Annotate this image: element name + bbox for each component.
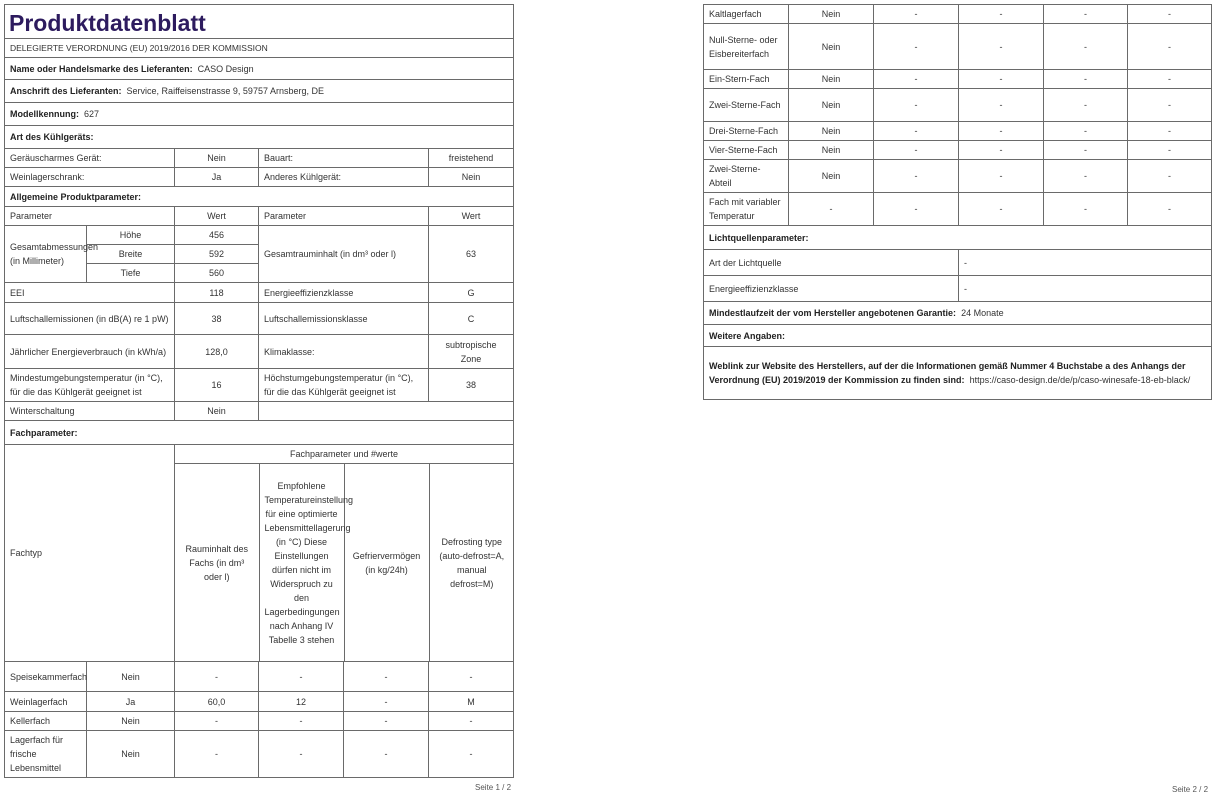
fach-defrost: - bbox=[1128, 5, 1212, 24]
fach-defrost: M bbox=[429, 692, 514, 712]
fach-defrost: - bbox=[429, 712, 514, 731]
eei-value: 118 bbox=[175, 283, 259, 303]
fach-volume: - bbox=[874, 193, 959, 226]
max-temp-label: Höchstumgebungstemperatur (in °C), für die das Kühlgerät geeignet ist bbox=[259, 369, 429, 402]
fach-row bbox=[704, 141, 1212, 160]
fach-temp: - bbox=[259, 731, 344, 778]
col-freeze-header: Gefriervermögen (in kg/24h) bbox=[344, 464, 429, 661]
fach-present: Nein bbox=[87, 662, 175, 692]
page-1-footer: Seite 1 / 2 bbox=[475, 783, 512, 792]
fach-volume: - bbox=[175, 731, 259, 778]
weblink-label: Weblink zur Website des Herstellers, auf der die Informationen gemäß Nummer 4 Buchstabe a des Anhangs der Verordnung (EU) 2019/2019 der Kommission zu finden sind: bbox=[709, 361, 1186, 385]
fach-present: Ja bbox=[87, 692, 175, 712]
fach-defrost: - bbox=[1128, 160, 1212, 193]
fach-temp: - bbox=[959, 89, 1044, 122]
param-col-header: Parameter bbox=[5, 207, 175, 226]
fach-freeze: - bbox=[344, 662, 429, 692]
fach-rows-table-2 bbox=[703, 4, 1212, 226]
fach-freeze: - bbox=[1044, 160, 1128, 193]
fach-defrost: - bbox=[429, 731, 514, 778]
fach-volume: - bbox=[874, 89, 959, 122]
fach-heading: Fachparameter: bbox=[5, 421, 514, 445]
light-class-label: Energieeffizienzklasse bbox=[704, 276, 959, 302]
fach-present: Nein bbox=[789, 122, 874, 141]
col-temp-header: Empfohlene Temperatureinstellung für eine optimierte Lebensmittellagerung (in °C) Diese Einstellungen dürfen nicht im Widerspruch zu den Lagerbedingungen nach Anhang IV Tabelle 3 stehen bbox=[259, 464, 344, 661]
fach-present: Nein bbox=[789, 70, 874, 89]
other-device-label: Anderes Kühlgerät: bbox=[259, 168, 429, 187]
max-temp-value: 38 bbox=[429, 369, 514, 402]
fach-freeze: - bbox=[1044, 122, 1128, 141]
fach-name: Kaltlagerfach bbox=[704, 5, 789, 24]
datasheet-page-1 bbox=[4, 4, 513, 778]
climate-label: Klimaklasse: bbox=[259, 335, 429, 369]
energy-class-value: G bbox=[429, 283, 514, 303]
fach-volume: 60,0 bbox=[175, 692, 259, 712]
general-heading: Allgemeine Produktparameter: bbox=[5, 187, 514, 207]
fach-freeze: - bbox=[1044, 5, 1128, 24]
device-type-heading: Art des Kühlgeräts: bbox=[5, 126, 514, 149]
fach-temp: - bbox=[259, 662, 344, 692]
other-device-value: Nein bbox=[429, 168, 514, 187]
datasheet-page-2 bbox=[703, 4, 1211, 400]
document-title: Produktdatenblatt bbox=[5, 5, 514, 39]
fach-defrost: - bbox=[1128, 122, 1212, 141]
noise-value: 38 bbox=[175, 303, 259, 335]
low-noise-value: Nein bbox=[175, 149, 259, 168]
fach-name: Kellerfach bbox=[5, 712, 87, 731]
fach-temp: - bbox=[959, 141, 1044, 160]
fach-temp: - bbox=[959, 193, 1044, 226]
value-col-header: Wert bbox=[175, 207, 259, 226]
fach-temp: - bbox=[959, 160, 1044, 193]
fach-name: Zwei-Sterne-Abteil bbox=[704, 160, 789, 193]
light-type-label: Art der Lichtquelle bbox=[704, 250, 959, 276]
fach-name: Null-Sterne- oder Eisbereiterfach bbox=[704, 24, 789, 70]
fach-row bbox=[5, 712, 514, 731]
fach-row bbox=[704, 70, 1212, 89]
fach-freeze: - bbox=[1044, 141, 1128, 160]
fach-present: Nein bbox=[789, 89, 874, 122]
fach-present: Nein bbox=[789, 24, 874, 70]
fach-present: Nein bbox=[87, 712, 175, 731]
dims-label: Gesamtabmessungen (in Millimeter) bbox=[5, 226, 87, 283]
weblink-value[interactable]: https://caso-design.de/de/p/caso-winesafe-18-eb-black/ bbox=[969, 375, 1191, 385]
volume-label: Gesamtrauminhalt (in dm³ oder l) bbox=[259, 226, 429, 283]
fach-freeze: - bbox=[344, 692, 429, 712]
height-value: 456 bbox=[175, 226, 259, 245]
energy-class-label: Energieeffizienzklasse bbox=[259, 283, 429, 303]
fach-present: Nein bbox=[789, 5, 874, 24]
col-defrost-header: Defrosting type (auto-defrost=A, manual defrost=M) bbox=[429, 464, 514, 661]
light-type-value: - bbox=[959, 250, 1212, 276]
light-and-warranty-table bbox=[703, 225, 1212, 400]
further-info-heading: Weitere Angaben: bbox=[704, 325, 1212, 347]
fach-defrost: - bbox=[1128, 24, 1212, 70]
min-temp-label: Mindestumgebungstemperatur (in °C), für die das Kühlgerät geeignet ist bbox=[5, 369, 175, 402]
warranty-label: Mindestlaufzeit der vom Hersteller angebotenen Garantie: bbox=[709, 308, 957, 318]
fach-freeze: - bbox=[344, 731, 429, 778]
fach-defrost: - bbox=[1128, 89, 1212, 122]
model-row bbox=[5, 103, 514, 126]
eei-label: EEI bbox=[5, 283, 175, 303]
design-label: Bauart: bbox=[259, 149, 429, 168]
winter-value: Nein bbox=[175, 402, 259, 421]
supplier-label: Name oder Handelsmarke des Lieferanten: bbox=[10, 63, 193, 74]
fach-defrost: - bbox=[1128, 193, 1212, 226]
warranty-row bbox=[704, 302, 1212, 325]
weblink-row bbox=[704, 347, 1212, 400]
fach-row bbox=[5, 662, 514, 692]
width-label: Breite bbox=[87, 245, 175, 264]
fach-defrost: - bbox=[1128, 141, 1212, 160]
fach-volume: - bbox=[874, 141, 959, 160]
fach-name: Fach mit variabler Temperatur bbox=[704, 193, 789, 226]
fach-name: Lagerfach für frische Lebensmittel bbox=[5, 731, 87, 778]
fach-present: Nein bbox=[87, 731, 175, 778]
fach-freeze: - bbox=[344, 712, 429, 731]
volume-value: 63 bbox=[429, 226, 514, 283]
design-value: freistehend bbox=[429, 149, 514, 168]
fach-name: Zwei-Sterne-Fach bbox=[704, 89, 789, 122]
fach-present: Nein bbox=[789, 141, 874, 160]
model-label: Modellkennung: bbox=[10, 109, 79, 119]
consumption-value: 128,0 bbox=[175, 335, 259, 369]
supplier-row bbox=[5, 58, 514, 80]
min-temp-value: 16 bbox=[175, 369, 259, 402]
address-value: Service, Raiffeisenstrasse 9, 59757 Arnsberg, DE bbox=[126, 86, 324, 96]
fach-row bbox=[704, 160, 1212, 193]
param-col-header-2: Parameter bbox=[259, 207, 429, 226]
fach-temp: - bbox=[259, 712, 344, 731]
fach-name: Speisekammerfach bbox=[5, 662, 87, 692]
datasheet-table-1 bbox=[4, 4, 514, 662]
value-col-header-2: Wert bbox=[429, 207, 514, 226]
fach-row bbox=[5, 692, 514, 712]
fach-row bbox=[704, 24, 1212, 70]
noise-class-value: C bbox=[429, 303, 514, 335]
fach-volume: - bbox=[874, 122, 959, 141]
fach-freeze: - bbox=[1044, 193, 1128, 226]
fach-name: Drei-Sterne-Fach bbox=[704, 122, 789, 141]
fach-defrost: - bbox=[429, 662, 514, 692]
light-class-value: - bbox=[959, 276, 1212, 302]
model-value: 627 bbox=[84, 109, 100, 119]
fach-freeze: - bbox=[1044, 89, 1128, 122]
fach-volume: - bbox=[175, 712, 259, 731]
fachtyp-label: Fachtyp bbox=[5, 445, 175, 662]
fach-name: Vier-Sterne-Fach bbox=[704, 141, 789, 160]
fach-freeze: - bbox=[1044, 24, 1128, 70]
fach-header-subtable bbox=[175, 464, 514, 661]
fach-freeze: - bbox=[1044, 70, 1128, 89]
warranty-value: 24 Monate bbox=[961, 308, 1004, 318]
winter-label: Winterschaltung bbox=[5, 402, 175, 421]
regulation-line: DELEGIERTE VERORDNUNG (EU) 2019/2016 DER KOMMISSION bbox=[5, 39, 514, 58]
fach-temp: - bbox=[959, 24, 1044, 70]
fach-volume: - bbox=[874, 160, 959, 193]
empty-cell bbox=[259, 402, 514, 421]
fach-temp: - bbox=[959, 122, 1044, 141]
page-2-footer: Seite 2 / 2 bbox=[1172, 785, 1209, 794]
climate-value: subtropische Zone bbox=[429, 335, 514, 369]
fach-name: Ein-Stern-Fach bbox=[704, 70, 789, 89]
fach-volume: - bbox=[874, 5, 959, 24]
depth-label: Tiefe bbox=[87, 264, 175, 283]
fach-defrost: - bbox=[1128, 70, 1212, 89]
consumption-label: Jährlicher Energieverbrauch (in kWh/a) bbox=[5, 335, 175, 369]
light-heading: Lichtquellenparameter: bbox=[704, 226, 1212, 250]
fach-present: Nein bbox=[789, 160, 874, 193]
noise-class-label: Luftschallemissionsklasse bbox=[259, 303, 429, 335]
wine-cabinet-value: Ja bbox=[175, 168, 259, 187]
low-noise-label: Geräuscharmes Gerät: bbox=[5, 149, 175, 168]
fach-volume: - bbox=[874, 24, 959, 70]
depth-value: 560 bbox=[175, 264, 259, 283]
address-label: Anschrift des Lieferanten: bbox=[10, 86, 122, 96]
fach-values-heading: Fachparameter und #werte bbox=[175, 445, 514, 464]
fach-column-headers bbox=[175, 464, 514, 662]
height-label: Höhe bbox=[87, 226, 175, 245]
noise-label: Luftschallemissionen (in dB(A) re 1 pW) bbox=[5, 303, 175, 335]
fach-row bbox=[704, 193, 1212, 226]
width-value: 592 bbox=[175, 245, 259, 264]
fach-volume: - bbox=[874, 70, 959, 89]
col-volume-header: Rauminhalt des Fachs (in dm³ oder l) bbox=[175, 464, 259, 661]
wine-cabinet-label: Weinlagerschrank: bbox=[5, 168, 175, 187]
fach-present: - bbox=[789, 193, 874, 226]
fach-volume: - bbox=[175, 662, 259, 692]
fach-temp: 12 bbox=[259, 692, 344, 712]
fach-temp: - bbox=[959, 70, 1044, 89]
fach-temp: - bbox=[959, 5, 1044, 24]
fach-row bbox=[704, 122, 1212, 141]
fach-row bbox=[5, 731, 514, 778]
fach-row bbox=[704, 5, 1212, 24]
fach-rows-table-1 bbox=[4, 661, 514, 778]
fach-name: Weinlagerfach bbox=[5, 692, 87, 712]
supplier-value: CASO Design bbox=[197, 63, 254, 74]
fach-row bbox=[704, 89, 1212, 122]
address-row bbox=[5, 80, 514, 103]
